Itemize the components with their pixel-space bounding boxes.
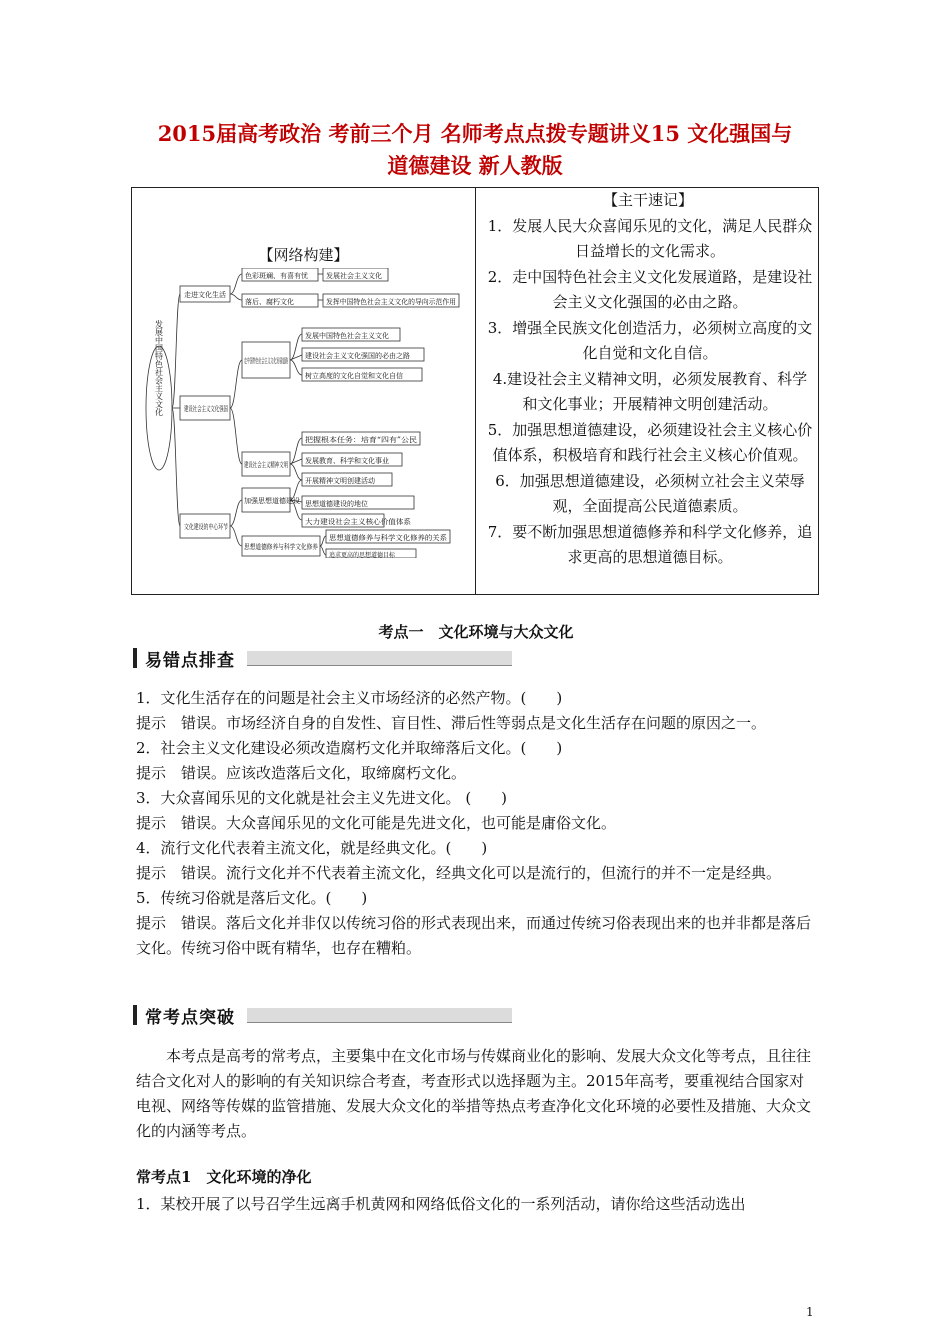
- map-b1-leaf-1: 发展社会主义文化: [326, 272, 382, 280]
- summary-item: 6．加强思想道德建设，必须树立社会主义荣辱观，全面提高公民道德素质。: [495, 471, 805, 515]
- error-check-list: [136, 686, 818, 961]
- bar-mark: [133, 1005, 137, 1025]
- overview-table: [131, 187, 819, 595]
- bar-rule: [247, 651, 512, 666]
- map-root: 发展中国特色社会主义文化: [154, 320, 164, 416]
- intro-paragraph: [136, 1044, 818, 1144]
- map-b3-leaf-a2: 大力建设社会主义核心价值体系: [305, 518, 403, 526]
- map-b2-leaf-b2: 发展教育、科学和文化事业: [305, 457, 389, 465]
- frequent-points-bar: [133, 1003, 512, 1027]
- error-check-bar: [133, 646, 512, 670]
- summary-item: 7．要不断加强思想道德修养和科学文化修养，追求更高的思想道德目标。: [487, 522, 813, 566]
- map-branch-3: 文化建设的中心环节: [184, 523, 247, 531]
- summary-heading: 【主干速记】: [602, 191, 693, 209]
- question-line: 5．传统习俗就是落后文化。( ): [136, 889, 368, 907]
- summary-item: 5．加强思想道德建设，必须建设社会主义核心价值体系，积极培育和践行社会主义核心价值观。: [487, 420, 813, 464]
- summary-item: 4.建设社会主义精神文明，必须发展教育、科学和文化事业；开展精神文明创建活动。: [492, 369, 808, 413]
- summary-item: 3．增强全民族文化创造活力，必须树立高度的文化自觉和文化自信。: [487, 318, 813, 362]
- error-check-label: 易错点排查: [145, 650, 235, 671]
- map-b1-leaf-2: 发挥中国特色社会主义文化的导向示范作用: [326, 298, 459, 306]
- map-branch-2: 建设社会主义文化强国: [184, 405, 254, 413]
- hint-line: 提示 错误。市场经济自身的自发性、盲目性、滞后性等弱点是文化生活存在问题的原因之一。: [136, 714, 767, 732]
- map-b1-child-1: 色彩斑斓、有喜有忧: [245, 272, 308, 280]
- hint-line: 提示 错误。大众喜闻乐见的文化可能是先进文化，也可能是庸俗文化。: [136, 814, 617, 832]
- question-line: 3．大众喜闻乐见的文化就是社会主义先进文化。 ( ): [136, 789, 508, 807]
- concept-map: [140, 268, 470, 558]
- question-line: 2．社会主义文化建设必须改造腐朽文化并取缔落后文化。( ): [136, 739, 563, 757]
- map-b2-leaf-b1: 把握根本任务：培育“四有”公民: [305, 436, 404, 444]
- map-b3-leaf-b2: 追求更高的思想道德目标: [329, 552, 396, 558]
- title-line-1: 2015届高考政治 考前三个月 名师考点点拨专题讲义15 文化强国与: [157, 121, 793, 146]
- map-b2-leaf-a2: 建设社会主义文化强国的必由之路: [305, 352, 410, 360]
- document-title: [100, 118, 850, 182]
- question-line: 1．文化生活存在的问题是社会主义市场经济的必然产物。( ): [136, 689, 563, 707]
- summary-column: [476, 188, 820, 571]
- map-b1-child-2: 落后、腐朽文化: [245, 298, 294, 306]
- map-b2-child-1: 走中国特色社会主义文化发展道路: [244, 357, 349, 365]
- map-b3-leaf-b1: 思想道德修养与科学文化修养的关系: [329, 534, 441, 542]
- summary-item: 1．发展人民大众喜闻乐见的文化，满足人民群众日益增长的文化需求。: [487, 216, 813, 260]
- hint-line: 提示 错误。流行文化并不代表着主流文化，经典文化可以是流行的，但流行的并不一定是经典。: [136, 864, 782, 882]
- title-line-2: 道德建设 新人教版: [387, 153, 563, 178]
- section-heading: 考点一 文化环境与大众文化: [378, 623, 574, 641]
- hint-line: 提示 错误。应该改造落后文化，取缔腐朽文化。: [136, 764, 467, 782]
- map-b2-leaf-b3: 开展精神文明创建活动: [305, 477, 375, 485]
- map-b2-leaf-a3: 树立高度的文化自觉和文化自信: [305, 372, 403, 380]
- intro-text: 本考点是高考的常考点，主要集中在文化市场与传媒商业化的影响、发展大众文化等考点，且往往结合文化对人的影响的有关知识综合考查，考查形式以选择题为主。2015年高考，要重视结合国家对电视、网络等传媒的监管措施、发展大众文化的举措等热点考查净化文化环境的必要性及措施、大众文化的内涵等考点。: [136, 1047, 812, 1140]
- page-number: 1: [806, 1305, 814, 1319]
- frequent-points-label: 常考点突破: [145, 1007, 235, 1028]
- map-b3-child-1: 加强思想道德建设: [244, 497, 300, 505]
- bar-mark: [133, 648, 137, 668]
- question-text: 1．某校开展了以号召学生远离手机黄网和网络低俗文化的一系列活动，请你给这些活动选出: [136, 1195, 746, 1213]
- bar-rule: [247, 1008, 512, 1023]
- hint-line: 提示 错误。落后文化并非仅以传统习俗的形式表现出来，而通过传统习俗表现出来的也并非都是落后文化。传统习俗中既有精华，也存在糟粕。: [136, 914, 812, 957]
- question-paragraph: [136, 1192, 818, 1217]
- summary-item: 2．走中国特色社会主义文化发展道路，是建设社会主义文化强国的必由之路。: [487, 267, 813, 311]
- map-branch-1: 走进文化生活: [184, 291, 226, 299]
- map-b2-leaf-a1: 发展中国特色社会主义文化: [305, 332, 389, 340]
- map-b2-child-2: 建设社会主义精神文明: [244, 461, 314, 469]
- map-b3-leaf-a1: 思想道德建设的地位: [305, 500, 368, 508]
- sub-heading: 常考点1 文化环境的净化: [136, 1168, 312, 1186]
- question-line: 4．流行文化代表着主流文化，就是经典文化。( ): [136, 839, 488, 857]
- network-heading: 【网络构建】: [258, 246, 349, 264]
- map-b3-child-2: 思想道德修养与科学文化修养: [244, 543, 335, 551]
